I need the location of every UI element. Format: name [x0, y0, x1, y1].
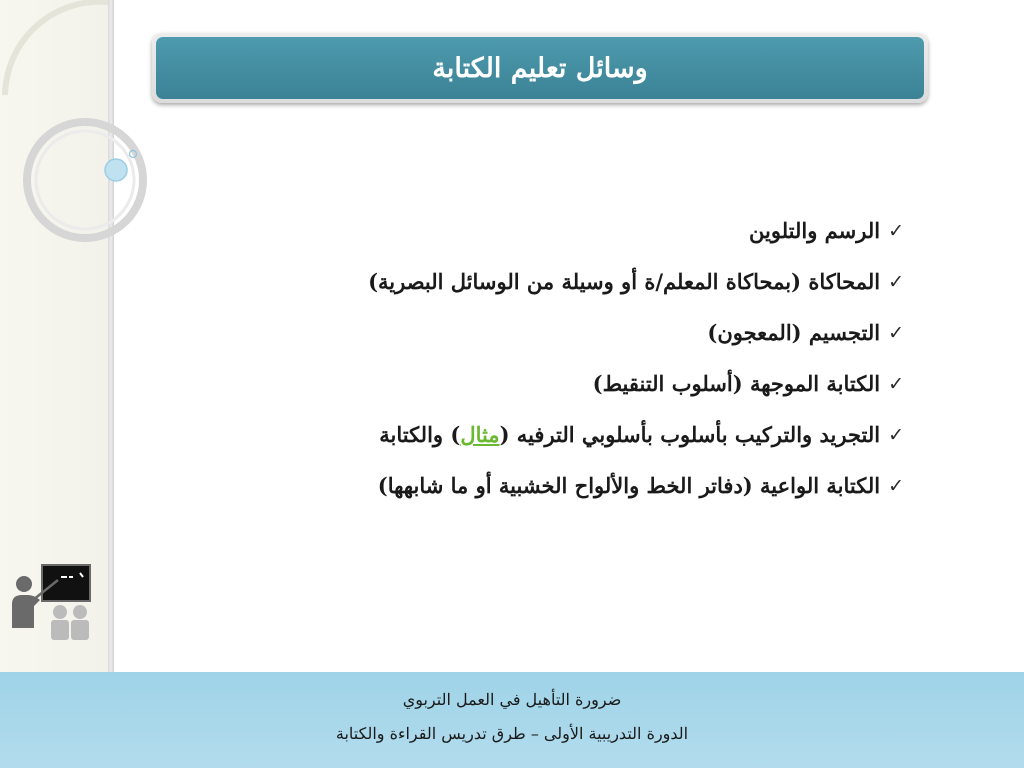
footer-title: ضرورة التأهيل في العمل التربوي [402, 690, 622, 709]
list-item [284, 358, 904, 409]
list-item [284, 307, 904, 358]
slide-title: وسائل تعليم الكتابة [432, 52, 648, 84]
title-banner [152, 33, 928, 103]
checkmark-icon: ✓ [888, 219, 904, 242]
decorative-circles [0, 0, 150, 260]
checkmark-icon: ✓ [888, 321, 904, 344]
list-item [284, 460, 904, 511]
list-item-text: المحاكاة (بمحاكاة المعلم/ة أو وسيلة من الوسائل البصرية) [368, 269, 881, 294]
footer-subtitle: الدورة التدريبية الأولى – طرق تدريس القراءة والكتابة [335, 724, 689, 743]
list-item-text: الكتابة الموجهة (أسلوب التنقيط) [592, 371, 881, 396]
checkmark-icon: ✓ [888, 270, 904, 293]
list-item [284, 256, 904, 307]
title-banner-inner [156, 37, 924, 99]
checkmark-icon: ✓ [888, 372, 904, 395]
list-item-text-after: ) والكتابة [379, 422, 461, 447]
list-item-text: الكتابة الواعية (دفاتر الخط والألواح الخشبية أو ما شابهها) [377, 473, 881, 498]
list-item [284, 409, 904, 460]
teacher-board-icon [8, 562, 94, 642]
list-item-text: التجسيم (المعجون) [707, 320, 881, 345]
example-link[interactable]: مثال [460, 422, 500, 447]
list-item-text-before: التجريد والتركيب بأسلوب بأسلوبي الترفيه ( [499, 422, 881, 447]
list-item-text: الرسم والتلوين [749, 218, 881, 243]
bullet-list [284, 205, 904, 511]
list-item [284, 205, 904, 256]
footer [0, 672, 1024, 768]
checkmark-icon: ✓ [888, 423, 904, 446]
list-item-text [379, 422, 880, 447]
checkmark-icon: ✓ [888, 474, 904, 497]
